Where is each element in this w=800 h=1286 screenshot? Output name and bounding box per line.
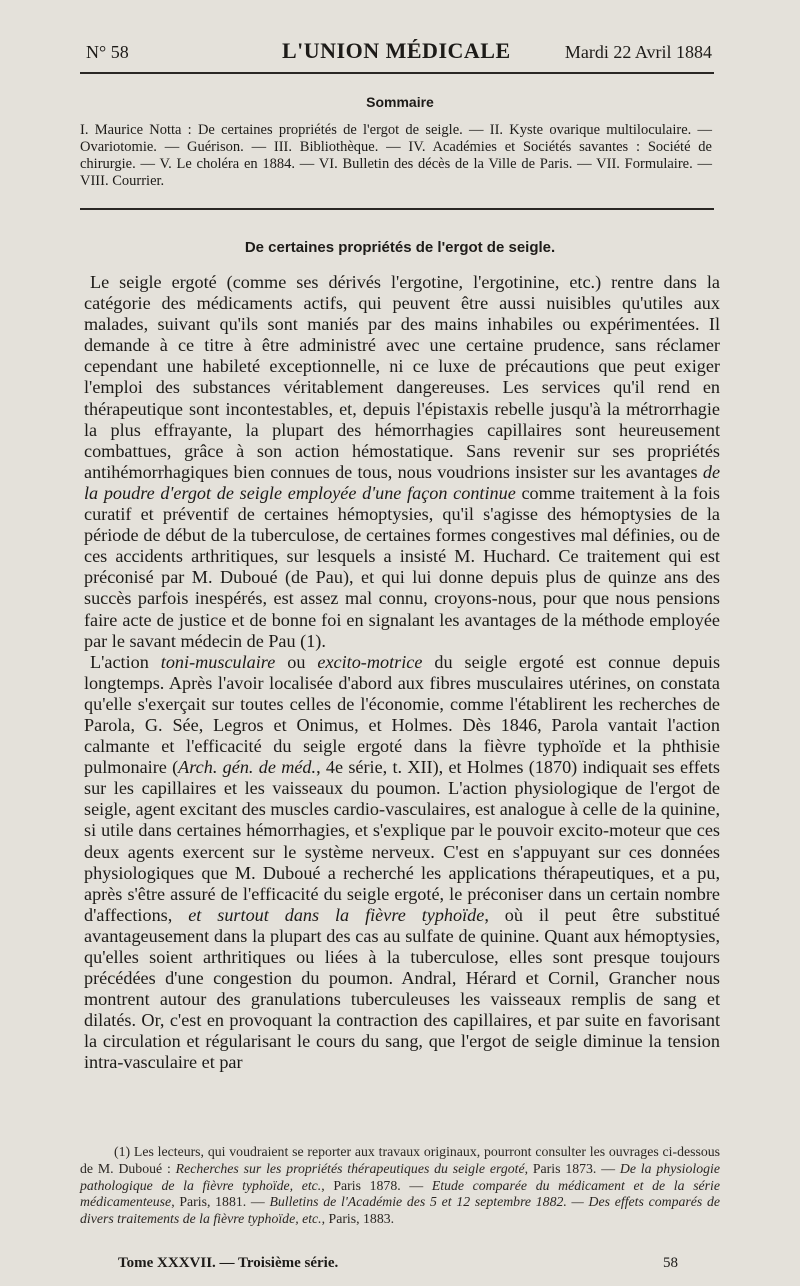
footnote: (1) Les lecteurs, qui voudraient se reporter aux travaux originaux, pourront consulter les ouvrages ci-dessous de M. Duboué : Recherches sur les propriétés thérapeutiques du seigle ergoté, Paris 1873. — De la physiologie pathologique de la fièvre typhoïde, etc., Paris 1878. — Etude comparée du médicament et de la série médicamenteuse, Paris, 1881. — Bulletins de l'Académie des 5 et 12 septembre 1882. — Des effets comparés de divers traitements de la fièvre typhoïde, etc., Paris, 1883. [80, 1144, 721, 1227]
issue-date: Mardi 22 Avril 1884 [564, 42, 712, 62]
article-title: De certaines propriétés de l'ergot de seigle. [244, 239, 556, 256]
header-rule [80, 72, 714, 74]
journal-title: L'UNION MÉDICALE [282, 38, 511, 63]
issue-number: N° 58 [86, 42, 129, 62]
page-number: 58 [663, 1255, 678, 1271]
paragraph: L'action toni-musculaire ou excito-motrice du seigle ergoté est connue depuis longtemps. Après l'avoir localisée d'abord aux fibres musculaires utérines, on constata qu'elle s'exerçait sur toutes celles de l'économie, comme l'établirent les recherches de Parola, G. Sée, Legros et Onimus, et Holmes. Dès 1846, Parola vantait l'action calmante et l'efficacité du seigle ergoté dans la fièvre typhoïde et la phthisie pulmonaire (Arch. gén. de méd., 4e série, t. XII), et Holmes (1870) indiquait ses effets sur les capillaires et les vaisseaux du poumon. L'action physiologique de l'ergot de seigle, agent excitant des muscles cardio-vasculaires, est analogue à celle de la quinine, si utile dans certaines hémorrhagies, et s'explique par le pouvoir excito-moteur que ces deux agents exercent sur le système nerveux. C'est en s'appuyant sur ces données physiologiques que M. Duboué a recherché les applications thérapeutiques, et a pu, après s'être assuré de l'efficacité du seigle ergoté, le préconiser dans un certain nombre d'affections, et surtout dans la fièvre typhoïde, où il peut être substitué avantageusement dans la plupart des cas au sulfate de quinine. Quant aux hémoptysies, qu'elles soient arthritiques ou liées à la tuberculose, elles sont presque toujours précédées d'une congestion du poumon. Andral, Hérard et Cornil, Grancher nous montrent autour des granulations tuberculeuses les vaisseaux remplis de sang et dilatés. Or, c'est en provoquant la contraction des capillaires, et par suite en favorisant la circulation et régularisant le cours du sang, que l'ergot de seigle diminue la tension intra-vasculaire et par [84, 651, 721, 1073]
summary-title: Sommaire [366, 94, 434, 110]
summary-rule [80, 208, 714, 210]
tome-label: Tome XXXVII. — Troisième série. [118, 1255, 339, 1271]
running-head [86, 38, 712, 68]
page-footer [118, 1255, 678, 1275]
paragraph: Le seigle ergoté (comme ses dérivés l'ergotine, l'ergotinine, etc.) rentre dans la catégorie des médicaments actifs, qui peuvent être aussi nuisibles qu'utiles aux malades, suivant qu'ils sont maniés par des mains inhabiles ou expérimentées. Il demande à ce titre à être administré avec une certaine prudence, sans réclamer cependant une habileté exceptionnelle, ni ce luxe de précautions que peut exiger l'emploi des substances véritablement dangereuses. Les services qu'il rend en thérapeutique sont incontestables, et, depuis l'épistaxis rebelle jusqu'à la métrorrhagie la plus effrayante, la plupart des hémorrhagies capillaires sont heureusement combattues, grâce à son action hémostatique. Sans revenir sur ses propriétés antihémorrhagiques bien connues de tous, nous voudrions insister sur les avantages de la poudre d'ergot de seigle employée d'une façon continue comme traitement à la fois curatif et préventif de certaines hémoptysies, qu'il s'agisse des hémoptysies de la période de début de la tuberculose, de certaines formes congestives mal définies, ou de ces accidents arthritiques, sur lesquels a insisté M. Huchard. Ce traitement qui est préconisé par M. Duboué (de Pau), et qui lui donne depuis plus de quinze ans des succès parfois inespérés, est assez mal connu, croyons-nous, pour que nous pensions faire acte de justice et de bonne foi en signalant les avantages de la méthode employée par le savant médecin de Pau (1). [84, 272, 721, 651]
article-body [84, 272, 720, 1074]
summary-contents: I. Maurice Notta : De certaines propriétés de l'ergot de seigle. — II. Kyste ovarique multiloculaire. — Ovariotomie. — Guérison. — III. Bibliothèque. — IV. Académies et Sociétés savantes : Société de chirurgie. — V. Le choléra en 1884. — VI. Bulletin des décès de la Ville de Paris. — VII. Formulaire. — VIII. Courrier. [80, 122, 712, 189]
